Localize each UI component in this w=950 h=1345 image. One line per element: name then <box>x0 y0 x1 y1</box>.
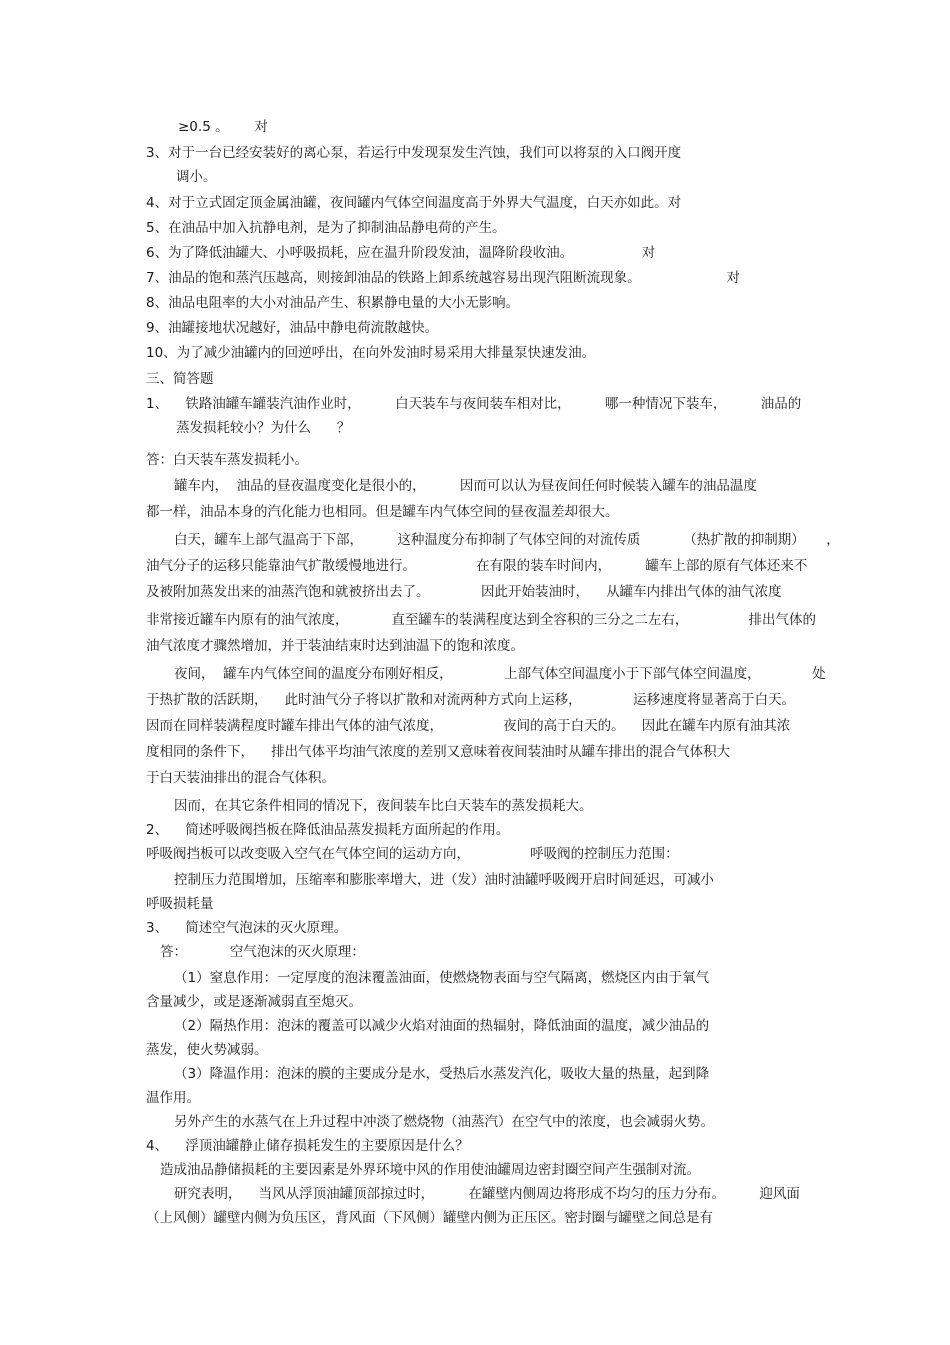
text-line: 9、油罐接地状况越好，油品中静电荷流散越快。 <box>146 320 439 336</box>
text-line: 8、油品电阻率的大小对油品产生、积累静电量的大小无影响。 <box>146 295 520 311</box>
text-line: 4、对于立式固定顶金属油罐，夜间罐内气体空间温度高于外界大气温度，白天亦如此。对 <box>146 195 682 211</box>
text-line: （3）降温作用：泡沫的膜的主要成分是水，受热后水蒸发汽化，吸收大量的热量，起到降 <box>174 1066 710 1082</box>
text-line: （1）窒息作用：一定厚度的泡沫覆盖油面，使燃烧物表面与空气隔离，燃烧区内由于氧气 <box>174 970 710 986</box>
text-line: ≥0.5 。 对 <box>178 119 268 135</box>
section-heading: 三、简答题 <box>146 371 214 387</box>
text-line: （上风侧）罐壁内侧为负压区，背风面（下风侧）罐壁内侧为正压区。密封圈与罐壁之间总是有 <box>146 1210 713 1226</box>
answer: 答：白天装车蒸发损耗小。 <box>146 452 308 468</box>
question: 3、 简述空气泡沫的灭火原理。 <box>146 920 348 936</box>
question: 4、 浮顶油罐静止储存损耗发生的主要原因是什么？ <box>146 1138 469 1154</box>
text-line: （2）隔热作用：泡沫的覆盖可以减少火焰对油面的热辐射，降低油面的温度，减少油品的 <box>174 1018 710 1034</box>
text-line: 6、为了降低油罐大、小呼吸损耗，应在温升阶段发油，温降阶段收油。 对 <box>146 245 656 261</box>
text-line: 蒸发损耗较小？为什么 ？ <box>176 420 351 436</box>
text-line: 夜间， 罐车内气体空间的温度分布刚好相反， 上部气体空间温度小于下部气体空间温度， 处 <box>174 666 826 682</box>
text-line: 研究表明， 当风从浮顶油罐顶部掠过时， 在罐壁内侧周边将形成不均匀的压力分布。 迎风面 <box>174 1186 800 1202</box>
text-line: 另外产生的水蒸气在上升过程中冲淡了燃烧物（油蒸汽）在空气中的浓度，也会减弱火势。 <box>174 1114 714 1130</box>
text-line: 10、为了减少油罐内的回逆呼出，在向外发油时易采用大排量泵快速发油。 <box>146 345 596 361</box>
text-line: 含量减少，或是逐渐减弱直至熄灭。 <box>146 994 362 1010</box>
text-line: 白天，罐车上部气温高于下部， 这种温度分布抑制了气体空间的对流传质 （热扩散的抑制期） ， <box>174 532 840 548</box>
text-line: 油气浓度才骤然增加，并于装油结束时达到油温下的饱和浓度。 <box>146 638 524 654</box>
text-line: 造成油品静储损耗的主要因素是外界环境中风的作用使油罐周边密封圈空间产生强制对流。 <box>160 1162 700 1178</box>
question: 1、 铁路油罐车罐装汽油作业时， 白天装车与夜间装车相对比， 哪一种情况下装车， 油品的 <box>146 396 802 412</box>
text-line: 调小。 <box>176 169 217 185</box>
text-line: 因而，在其它条件相同的情况下，夜间装车比白天装车的蒸发损耗大。 <box>174 798 593 814</box>
text-line: 因而在同样装满程度时罐车排出气体的油气浓度， 夜间的高于白天的。 因此在罐车内原有油其浓 <box>146 718 791 734</box>
text-line: 蒸发，使火势减弱。 <box>146 1042 268 1058</box>
text-line: 呼吸损耗量 <box>146 896 214 912</box>
text-line: 5、在油品中加入抗静电剂，是为了抑制油品静电荷的产生。 <box>146 220 506 236</box>
text-line: 油气分子的运移只能靠油气扩散缓慢地进行。 在有限的装车时间内， 罐车上部的原有气体还来不 <box>146 558 808 574</box>
text-line: 于白天装油排出的混合气体积。 <box>146 770 335 786</box>
text-line: 都一样，油品本身的汽化能力也相同。但是罐车内气体空间的昼夜温差却很大。 <box>146 504 619 520</box>
text-line: 非常接近罐车内原有的油气浓度， 直至罐车的装满程度达到全容积的三分之二左右， 排出气体的 <box>146 612 816 628</box>
answer: 答： 空气泡沫的灭火原理： <box>160 944 365 960</box>
text-line: 度相同的条件下， 排出气体平均油气浓度的差别又意味着夜间装油时从罐车排出的混合气体积大 <box>146 744 731 760</box>
text-line: 7、油品的饱和蒸汽压越高，则接卸油品的铁路上卸系统越容易出现汽阻断流现象。 对 <box>146 270 740 286</box>
text-line: 呼吸阀挡板可以改变吸入空气在气体空间的运动方向， 呼吸阀的控制压力范围： <box>146 846 679 862</box>
text-line: 控制压力范围增加，压缩率和膨胀率增大，进（发）油时油罐呼吸阀开启时间延迟，可减小 <box>174 872 714 888</box>
text-line: 于热扩散的活跃期， 此时油气分子将以扩散和对流两种方式向上运移， 运移速度将显著高于白天。 <box>146 692 796 708</box>
text-line: 温作用。 <box>146 1090 200 1106</box>
text-line: 罐车内， 油品的昼夜温度变化是很小的， 因而可以认为昼夜间任何时候装入罐车的油品温度 <box>174 478 757 494</box>
text-line: 及被附加蒸发出来的油蒸汽饱和就被挤出去了。 因此开始装油时， 从罐车内排出气体的油气浓度 <box>146 584 782 600</box>
text-line: 3、对于一台已经安装好的离心泵，若运行中发现泵发生汽蚀，我们可以将泵的入口阀开度 <box>146 145 682 161</box>
question: 2、 简述呼吸阀挡板在降低油品蒸发损耗方面所起的作用。 <box>146 822 510 838</box>
